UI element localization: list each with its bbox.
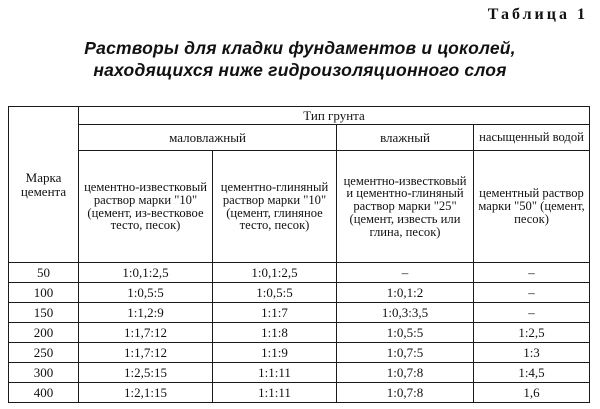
cell-value: 1:1:11 [213, 363, 337, 383]
cell-value: 1:0,5:5 [337, 323, 474, 343]
cell-grade: 150 [9, 303, 79, 323]
header-desc-mixed-25: цементно-известковый и цементно-глиняный раствор марки "25" (цемент, известь или глина, песок) [337, 151, 474, 263]
header-desc-cement-clay-10: цементно-глиняный раствор марки "10" (цемент, глиняное тесто, песок) [213, 151, 337, 263]
table-number-label: Таблица 1 [487, 6, 588, 23]
cell-value: 1:1,7:12 [79, 343, 213, 363]
table-row [9, 383, 590, 403]
table-row [9, 283, 590, 303]
cell-grade: 400 [9, 383, 79, 403]
table-row [9, 343, 590, 363]
cell-value: – [474, 283, 590, 303]
cell-value: – [474, 263, 590, 283]
cell-value: 1:1:7 [213, 303, 337, 323]
cell-value: – [474, 303, 590, 323]
cell-value: – [337, 263, 474, 283]
cell-value: 1:2,1:15 [79, 383, 213, 403]
cell-grade: 100 [9, 283, 79, 303]
cell-grade: 250 [9, 343, 79, 363]
cell-value: 1:2,5:15 [79, 363, 213, 383]
header-desc-cement-50: цементный раствор марки "50" (цемент, песок) [474, 151, 590, 263]
cell-value: 1:0,7:5 [337, 343, 474, 363]
title-line-1: Растворы для кладки фундаментов и цоколей, [84, 38, 516, 58]
cell-grade: 50 [9, 263, 79, 283]
cell-value: 1:1:9 [213, 343, 337, 363]
table-title [0, 37, 600, 81]
cell-value: 1:2,5 [474, 323, 590, 343]
cell-value: 1:4,5 [474, 363, 590, 383]
cell-value: 1:0,1:2 [337, 283, 474, 303]
cell-value: 1:0,1:2,5 [79, 263, 213, 283]
header-group-saturated: насыщенный водой [474, 125, 590, 151]
header-group-moist: влажный [337, 125, 474, 151]
cell-value: 1:1:11 [213, 383, 337, 403]
cell-value: 1:0,7:8 [337, 383, 474, 403]
cell-value: 1:0,5:5 [79, 283, 213, 303]
table-row [9, 323, 590, 343]
cell-value: 1:0,3:3,5 [337, 303, 474, 323]
header-soil-type: Тип грунта [79, 107, 590, 125]
cell-grade: 300 [9, 363, 79, 383]
header-desc-cement-lime-10: цементно-известковый раствор марки "10" (цемент, из-вестковое тесто, песок) [79, 151, 213, 263]
table-row [9, 303, 590, 323]
mortar-table [8, 106, 590, 403]
cell-value: 1:1,2:9 [79, 303, 213, 323]
cell-value: 1:1:8 [213, 323, 337, 343]
cell-grade: 200 [9, 323, 79, 343]
title-line-2: находящихся ниже гидроизоляционного слоя [93, 60, 507, 80]
table-row [9, 363, 590, 383]
cell-value: 1:0,7:8 [337, 363, 474, 383]
header-cement-grade: Марка цемента [9, 107, 79, 263]
cell-value: 1:1,7:12 [79, 323, 213, 343]
cell-value: 1:3 [474, 343, 590, 363]
cell-value: 1,6 [474, 383, 590, 403]
header-group-low-moisture: маловлажный [79, 125, 337, 151]
table-row [9, 263, 590, 283]
cell-value: 1:0,5:5 [213, 283, 337, 303]
cell-value: 1:0,1:2,5 [213, 263, 337, 283]
